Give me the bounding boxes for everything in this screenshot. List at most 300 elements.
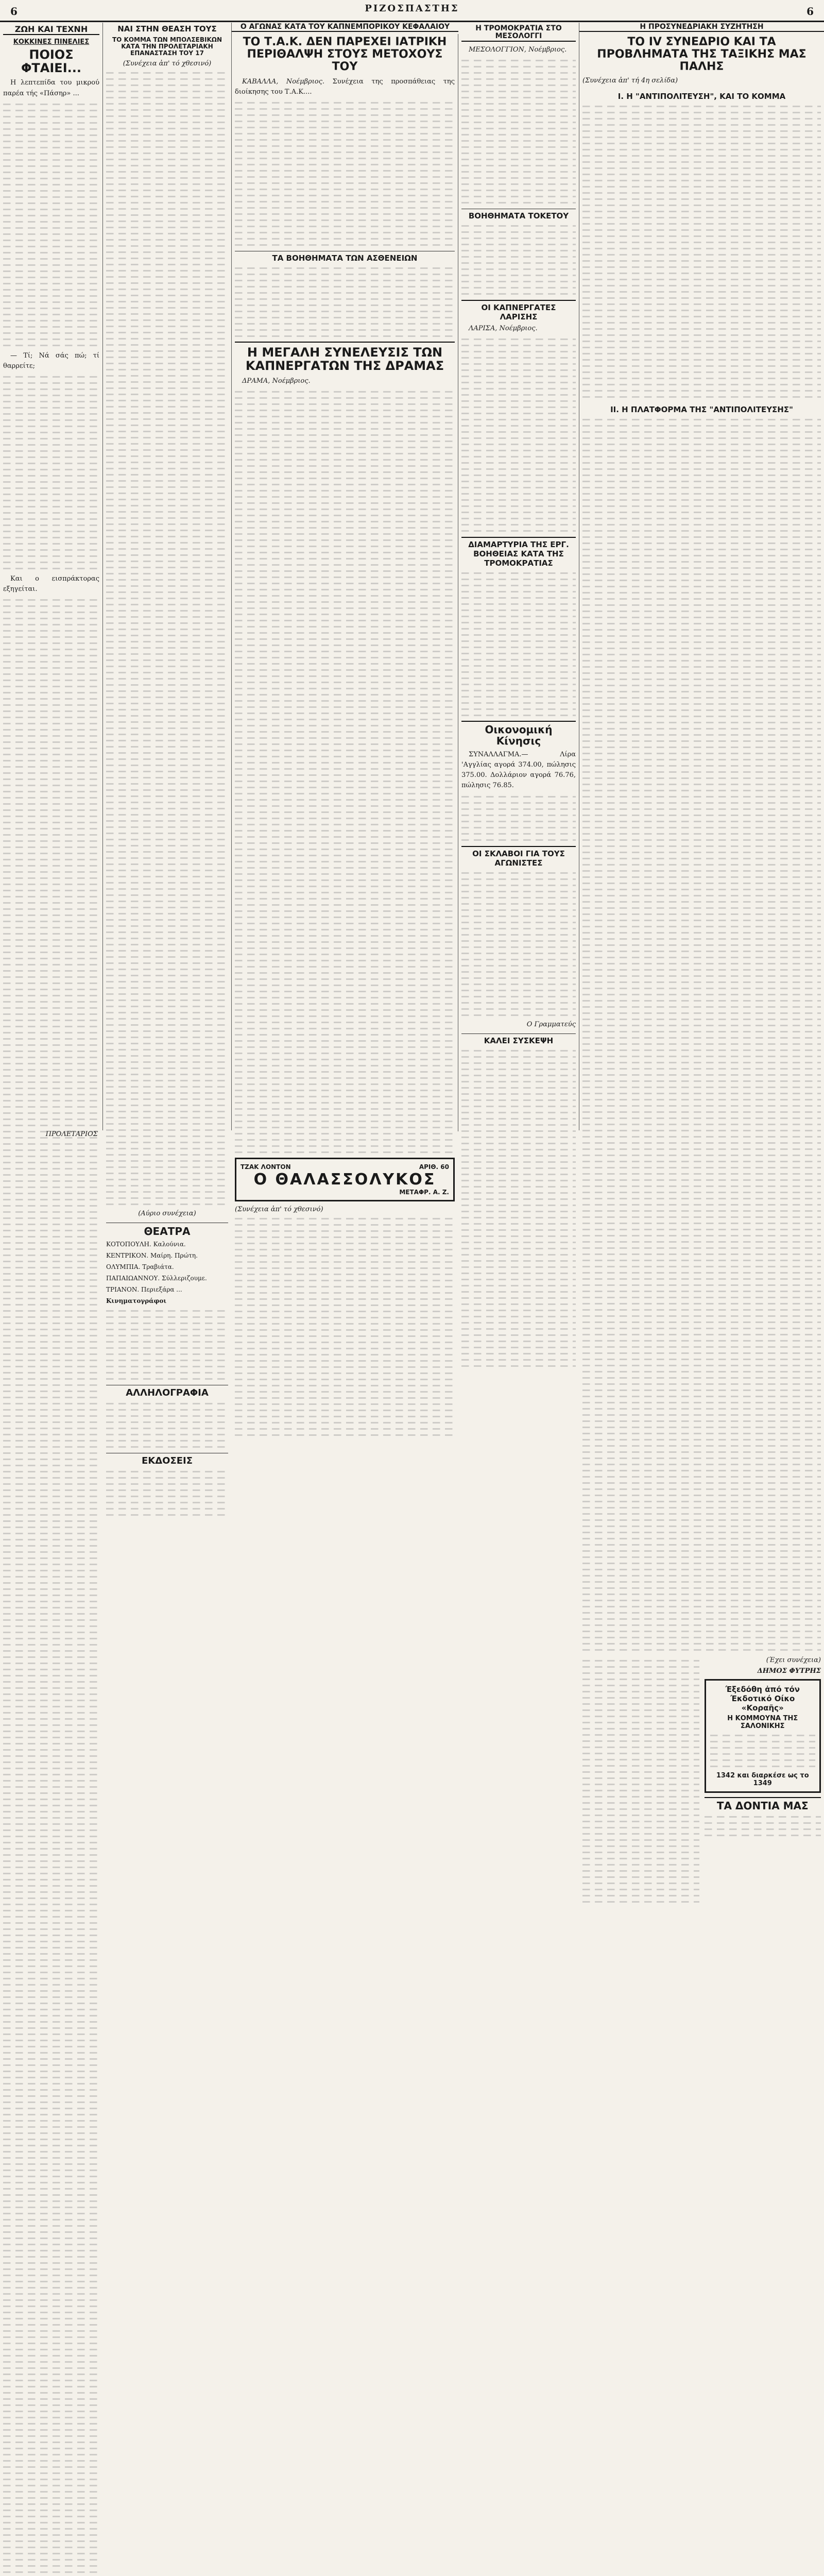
text-line-placeholder — [461, 1093, 576, 1095]
text-line-placeholder — [3, 2083, 99, 2084]
text-line-placeholder — [582, 988, 821, 989]
text-line-placeholder — [3, 1403, 99, 1404]
text-line-placeholder — [106, 276, 228, 278]
text-line-placeholder — [3, 555, 99, 557]
text-line-placeholder — [106, 1514, 228, 1516]
text-line-placeholder — [235, 1329, 455, 1331]
text-line-placeholder — [461, 345, 576, 346]
text-line-placeholder — [3, 122, 99, 124]
text-line-placeholder — [582, 951, 821, 952]
text-line-placeholder — [582, 481, 821, 482]
article-paragraph: Και ο εισπράκτορας εξηγείται. — [3, 574, 99, 594]
text-line-placeholder — [461, 1254, 576, 1256]
subheading: ΤΑ ΒΟΗΘΗΜΑΤΑ ΤΩΝ ΑΣΘΕΝΕΙΩΝ — [235, 251, 455, 263]
text-line-placeholder — [3, 1044, 99, 1046]
text-line-placeholder — [582, 1600, 821, 1601]
text-line-placeholder — [582, 1241, 821, 1243]
text-line-placeholder — [582, 1006, 821, 1008]
text-line-placeholder — [582, 1420, 821, 1422]
text-line-placeholder — [582, 1278, 821, 1280]
text-line-placeholder — [106, 115, 228, 117]
text-line-placeholder — [3, 1353, 99, 1355]
text-line-placeholder — [582, 1321, 821, 1323]
text-line-placeholder — [3, 1100, 99, 1101]
text-line-placeholder — [106, 962, 228, 964]
text-line-placeholder — [106, 752, 228, 754]
text-line-placeholder — [106, 208, 228, 210]
article-title: Η ΤΡΟΜΟΚΡΑΤΙΑ ΣΤΟ ΜΕΣΟΛΟΓΓΙ — [461, 25, 576, 42]
text-line-placeholder — [3, 673, 99, 675]
text-line-placeholder — [3, 995, 99, 996]
text-line-placeholder — [3, 952, 99, 953]
text-line-placeholder — [582, 963, 821, 964]
ad-line: «Κοραῆς» — [741, 1703, 784, 1713]
text-line-placeholder — [461, 238, 576, 239]
text-line-placeholder — [3, 989, 99, 990]
text-line-placeholder — [106, 517, 228, 519]
text-line-placeholder — [582, 1747, 699, 1748]
column-tobacco-fund — [232, 34, 458, 1213]
text-line-placeholder — [582, 1414, 821, 1416]
text-line-placeholder — [461, 97, 576, 98]
text-line-placeholder — [235, 694, 455, 696]
text-line-placeholder — [3, 1582, 99, 1584]
text-line-placeholder — [106, 1129, 228, 1131]
text-line-placeholder — [235, 626, 455, 628]
text-line-placeholder — [3, 1663, 99, 1664]
text-line-placeholder — [235, 422, 455, 423]
text-line-placeholder — [582, 759, 821, 760]
text-line-placeholder — [3, 2132, 99, 2134]
text-line-placeholder — [3, 2485, 99, 2486]
text-line-placeholder — [235, 176, 455, 178]
text-line-placeholder — [106, 703, 228, 704]
text-line-placeholder — [106, 1043, 228, 1044]
text-line-placeholder — [461, 628, 576, 630]
text-line-placeholder — [106, 727, 228, 729]
text-line-placeholder — [461, 431, 576, 433]
text-line-placeholder — [582, 796, 821, 798]
text-line-placeholder — [461, 146, 576, 148]
text-line-placeholder — [3, 1755, 99, 1757]
text-line-placeholder — [582, 161, 821, 163]
text-line-placeholder — [3, 413, 99, 415]
text-line-placeholder — [3, 258, 99, 260]
text-line-placeholder — [461, 946, 576, 948]
text-line-placeholder — [3, 1162, 99, 1163]
text-line-placeholder — [3, 568, 99, 569]
text-line-placeholder — [461, 909, 576, 911]
text-line-placeholder — [106, 84, 228, 86]
text-line-placeholder — [235, 849, 455, 850]
text-line-placeholder — [3, 2225, 99, 2227]
text-line-placeholder — [235, 121, 455, 122]
text-line-placeholder — [461, 1180, 576, 1181]
text-line-placeholder — [235, 929, 455, 930]
text-line-placeholder — [235, 1127, 455, 1128]
text-line-placeholder — [582, 462, 821, 464]
text-line-placeholder — [3, 2003, 99, 2004]
text-line-placeholder — [582, 1790, 699, 1791]
text-line-placeholder — [106, 672, 228, 673]
text-line-placeholder — [582, 371, 821, 373]
text-line-placeholder — [235, 182, 455, 184]
text-line-placeholder — [582, 1192, 821, 1193]
text-line-placeholder — [235, 663, 455, 665]
text-line-placeholder — [3, 2108, 99, 2109]
text-line-placeholder — [235, 1224, 455, 1226]
text-line-placeholder — [582, 1142, 821, 1144]
text-line-placeholder — [106, 931, 228, 933]
text-line-placeholder — [461, 659, 576, 660]
text-line-placeholder — [461, 1155, 576, 1157]
text-line-placeholder — [582, 1643, 821, 1645]
text-line-placeholder — [106, 381, 228, 383]
text-line-placeholder — [235, 1267, 455, 1269]
text-line-placeholder — [3, 2231, 99, 2233]
text-line-placeholder — [3, 1057, 99, 1058]
text-line-placeholder — [3, 599, 99, 601]
text-line-placeholder — [461, 394, 576, 396]
text-line-placeholder — [3, 1860, 99, 1862]
text-line-placeholder — [3, 1483, 99, 1485]
text-line-placeholder — [3, 1434, 99, 1435]
text-line-placeholder — [582, 1019, 821, 1020]
text-line-placeholder — [3, 1811, 99, 1812]
text-line-placeholder — [582, 198, 821, 200]
text-line-placeholder — [235, 1145, 455, 1147]
text-line-placeholder — [705, 1822, 821, 1824]
text-line-placeholder — [3, 1700, 99, 1701]
text-line-placeholder — [106, 795, 228, 797]
text-line-placeholder — [3, 209, 99, 210]
text-line-placeholder — [3, 2139, 99, 2140]
continued-note: (Συνέχεια ἀπ' τή 4η σελίδα) — [582, 76, 678, 84]
text-line-placeholder — [582, 1784, 699, 1785]
text-line-placeholder — [235, 1360, 455, 1362]
text-line-placeholder — [461, 579, 576, 580]
text-line-placeholder — [3, 1922, 99, 1924]
text-line-placeholder — [461, 1075, 576, 1076]
text-line-placeholder — [235, 1292, 455, 1294]
text-line-placeholder — [582, 1550, 821, 1552]
text-line-placeholder — [106, 783, 228, 785]
text-line-placeholder — [461, 518, 576, 519]
text-line-placeholder — [3, 2306, 99, 2307]
text-line-placeholder — [582, 1839, 699, 1841]
text-line-placeholder — [3, 338, 99, 340]
text-line-placeholder — [582, 1427, 821, 1428]
text-line-placeholder — [461, 493, 576, 495]
text-line-placeholder — [582, 444, 821, 445]
text-line-placeholder — [235, 935, 455, 937]
text-line-placeholder — [582, 303, 821, 305]
text-line-placeholder — [582, 883, 821, 884]
text-line-placeholder — [3, 2318, 99, 2319]
text-line-placeholder — [582, 1569, 821, 1570]
text-line-placeholder — [106, 1142, 228, 1143]
text-line-placeholder — [3, 1650, 99, 1652]
text-line-placeholder — [235, 1335, 455, 1337]
continued-note: (Συνέχεια ἀπ' τό χθεσινό) — [123, 60, 212, 68]
text-line-placeholder — [3, 1520, 99, 1522]
text-line-placeholder — [461, 897, 576, 899]
text-line-placeholder — [3, 636, 99, 638]
text-line-placeholder — [461, 653, 576, 654]
text-line-placeholder — [461, 1118, 576, 1120]
text-line-placeholder — [3, 785, 99, 786]
text-line-placeholder — [3, 2046, 99, 2047]
text-line-placeholder — [3, 147, 99, 148]
text-line-placeholder — [582, 419, 821, 420]
text-line-placeholder — [235, 1428, 455, 1430]
text-line-placeholder — [582, 1235, 821, 1236]
text-line-placeholder — [106, 808, 228, 809]
theatre-listing: ΚΕΝΤΡΙΚΟΝ. Μαίρη. Πρώτη. — [106, 1252, 198, 1260]
text-line-placeholder — [582, 155, 821, 157]
text-line-placeholder — [106, 666, 228, 667]
text-line-placeholder — [235, 267, 455, 269]
text-line-placeholder — [106, 554, 228, 556]
text-line-placeholder — [3, 1465, 99, 1466]
text-line-placeholder — [3, 2033, 99, 2035]
text-line-placeholder — [3, 2571, 99, 2573]
text-line-placeholder — [3, 1471, 99, 1472]
text-line-placeholder — [3, 283, 99, 284]
text-line-placeholder — [235, 232, 455, 233]
text-line-placeholder — [235, 546, 455, 547]
text-line-placeholder — [3, 1310, 99, 1312]
text-line-placeholder — [3, 958, 99, 959]
text-line-placeholder — [582, 217, 821, 218]
text-line-placeholder — [3, 1539, 99, 1540]
text-line-placeholder — [106, 616, 228, 618]
text-line-placeholder — [235, 583, 455, 584]
text-line-placeholder — [582, 1728, 699, 1730]
text-line-placeholder — [106, 183, 228, 185]
text-line-placeholder — [582, 802, 821, 804]
text-line-placeholder — [106, 332, 228, 333]
text-line-placeholder — [582, 456, 821, 457]
text-line-placeholder — [235, 842, 455, 844]
text-line-placeholder — [106, 1030, 228, 1032]
text-line-placeholder — [106, 449, 228, 451]
text-line-placeholder — [582, 180, 821, 181]
text-line-placeholder — [235, 1416, 455, 1417]
text-line-placeholder — [106, 474, 228, 476]
text-line-placeholder — [235, 434, 455, 436]
text-line-placeholder — [582, 1618, 821, 1620]
text-line-placeholder — [582, 685, 821, 686]
text-line-placeholder — [582, 1802, 699, 1804]
text-line-placeholder — [582, 242, 821, 243]
text-line-placeholder — [106, 190, 228, 191]
text-line-placeholder — [461, 152, 576, 154]
text-line-placeholder — [106, 950, 228, 952]
text-line-placeholder — [461, 839, 576, 841]
text-line-placeholder — [461, 1211, 576, 1212]
text-line-placeholder — [3, 1397, 99, 1398]
text-line-placeholder — [3, 1619, 99, 1621]
text-line-placeholder — [582, 1056, 821, 1057]
text-line-placeholder — [3, 1533, 99, 1534]
text-line-placeholder — [3, 2163, 99, 2165]
article-title: ΤΟ IV ΣΥΝΕΔΡΙΟ ΚΑΙ ΤΑ ΠΡΟΒΛΗΜΑΤΑ ΤΗΣ ΤΑΞΙΚΗΣ ΜΑΣ ΠΑΛΗΣ — [597, 36, 806, 74]
subheading: Ι. Η "ΑΝΤΙΠΟΛΙΤΕΥΣΗ", ΚΑΙ ΤΟ ΚΟΜΜΑ — [617, 91, 786, 101]
text-line-placeholder — [461, 1056, 576, 1058]
text-line-placeholder — [3, 1440, 99, 1442]
text-line-placeholder — [582, 1827, 699, 1828]
text-line-placeholder — [106, 591, 228, 593]
text-line-placeholder — [106, 1483, 228, 1485]
text-line-placeholder — [461, 1223, 576, 1225]
text-line-placeholder — [582, 437, 821, 439]
text-line-placeholder — [235, 292, 455, 294]
text-line-placeholder — [106, 1347, 228, 1349]
text-line-placeholder — [106, 1179, 228, 1180]
text-line-placeholder — [461, 287, 576, 289]
text-line-placeholder — [3, 475, 99, 477]
text-line-placeholder — [3, 1693, 99, 1695]
text-line-placeholder — [3, 1885, 99, 1887]
text-line-placeholder — [582, 137, 821, 138]
text-line-placeholder — [582, 672, 821, 674]
text-line-placeholder — [235, 1096, 455, 1097]
text-line-placeholder — [461, 400, 576, 402]
text-line-placeholder — [3, 1761, 99, 1763]
text-line-placeholder — [461, 827, 576, 828]
text-line-placeholder — [461, 60, 576, 61]
text-line-placeholder — [235, 527, 455, 529]
text-line-placeholder — [582, 913, 821, 915]
text-line-placeholder — [106, 1086, 228, 1088]
text-line-placeholder — [235, 793, 455, 794]
text-line-placeholder — [3, 2386, 99, 2387]
text-line-placeholder — [235, 465, 455, 467]
text-line-placeholder — [3, 1576, 99, 1578]
text-line-placeholder — [235, 669, 455, 671]
ad-line: Έκδοτικό Οίκο — [730, 1693, 795, 1703]
text-line-placeholder — [461, 984, 576, 985]
text-line-placeholder — [582, 353, 821, 354]
text-line-placeholder — [3, 1972, 99, 1973]
text-line-placeholder — [106, 715, 228, 717]
text-line-placeholder — [3, 710, 99, 712]
text-line-placeholder — [106, 301, 228, 302]
text-line-placeholder — [582, 1631, 821, 1632]
text-line-placeholder — [235, 459, 455, 461]
text-line-placeholder — [582, 149, 821, 150]
text-line-placeholder — [582, 512, 821, 513]
text-line-placeholder — [3, 531, 99, 532]
text-line-placeholder — [3, 1168, 99, 1170]
text-line-placeholder — [461, 808, 576, 810]
text-line-placeholder — [582, 1136, 821, 1138]
text-line-placeholder — [3, 1384, 99, 1386]
text-line-placeholder — [461, 487, 576, 488]
text-line-placeholder — [582, 1501, 821, 1502]
text-line-placeholder — [235, 725, 455, 726]
text-line-placeholder — [106, 468, 228, 469]
text-line-placeholder — [3, 1706, 99, 1707]
text-line-placeholder — [106, 907, 228, 908]
text-line-placeholder — [582, 390, 821, 392]
text-line-placeholder — [106, 1154, 228, 1156]
text-line-placeholder — [3, 1292, 99, 1293]
text-line-placeholder — [705, 1816, 821, 1818]
text-line-placeholder — [582, 969, 821, 971]
text-line-placeholder — [106, 1421, 228, 1423]
text-line-placeholder — [235, 213, 455, 215]
text-line-placeholder — [582, 1105, 821, 1107]
text-line-placeholder — [106, 857, 228, 859]
text-line-placeholder — [3, 1564, 99, 1565]
text-line-placeholder — [461, 996, 576, 997]
text-line-placeholder — [582, 648, 821, 649]
text-line-placeholder — [3, 1174, 99, 1176]
text-line-placeholder — [3, 945, 99, 947]
text-line-placeholder — [106, 455, 228, 457]
subheading: II. Η ΠΛΑΤΦΟΡΜΑ ΤΗΣ "ΑΝΤΙΠΟΛΙΤΕΥΣΗΣ" — [610, 404, 793, 414]
text-line-placeholder — [3, 1224, 99, 1225]
text-line-placeholder — [710, 1753, 816, 1755]
text-line-placeholder — [3, 2503, 99, 2505]
text-line-placeholder — [106, 511, 228, 513]
text-line-placeholder — [235, 145, 455, 147]
text-line-placeholder — [582, 1845, 699, 1847]
text-line-placeholder — [3, 506, 99, 507]
dateline: ΜΕΣΟΛΟΓΓΙΟΝ, Νοέμβριος. — [469, 45, 567, 54]
text-line-placeholder — [106, 573, 228, 574]
text-line-placeholder — [461, 953, 576, 954]
text-line-placeholder — [106, 394, 228, 395]
text-line-placeholder — [3, 2411, 99, 2412]
text-line-placeholder — [235, 509, 455, 510]
text-line-placeholder — [461, 159, 576, 160]
text-line-placeholder — [235, 997, 455, 998]
text-line-placeholder — [582, 334, 821, 336]
text-line-placeholder — [106, 981, 228, 982]
text-line-placeholder — [3, 667, 99, 669]
text-line-placeholder — [235, 410, 455, 411]
text-line-placeholder — [3, 426, 99, 427]
text-line-placeholder — [235, 886, 455, 887]
text-line-placeholder — [461, 444, 576, 445]
text-line-placeholder — [235, 1385, 455, 1386]
text-line-placeholder — [582, 1464, 821, 1465]
text-line-placeholder — [106, 1197, 228, 1199]
text-line-placeholder — [235, 1323, 455, 1325]
text-line-placeholder — [461, 940, 576, 942]
text-line-placeholder — [3, 1953, 99, 1955]
text-line-placeholder — [106, 1012, 228, 1013]
text-line-placeholder — [582, 709, 821, 711]
text-line-placeholder — [461, 293, 576, 295]
text-line-placeholder — [3, 2287, 99, 2289]
text-line-placeholder — [3, 2442, 99, 2443]
text-line-placeholder — [235, 799, 455, 801]
text-line-placeholder — [461, 1106, 576, 1107]
text-line-placeholder — [582, 691, 821, 692]
text-line-placeholder — [461, 959, 576, 960]
text-line-placeholder — [235, 1274, 455, 1275]
text-line-placeholder — [235, 750, 455, 751]
text-line-placeholder — [461, 1099, 576, 1101]
text-line-placeholder — [3, 382, 99, 384]
text-line-placeholder — [582, 450, 821, 451]
text-line-placeholder — [3, 2077, 99, 2078]
text-line-placeholder — [3, 2207, 99, 2208]
